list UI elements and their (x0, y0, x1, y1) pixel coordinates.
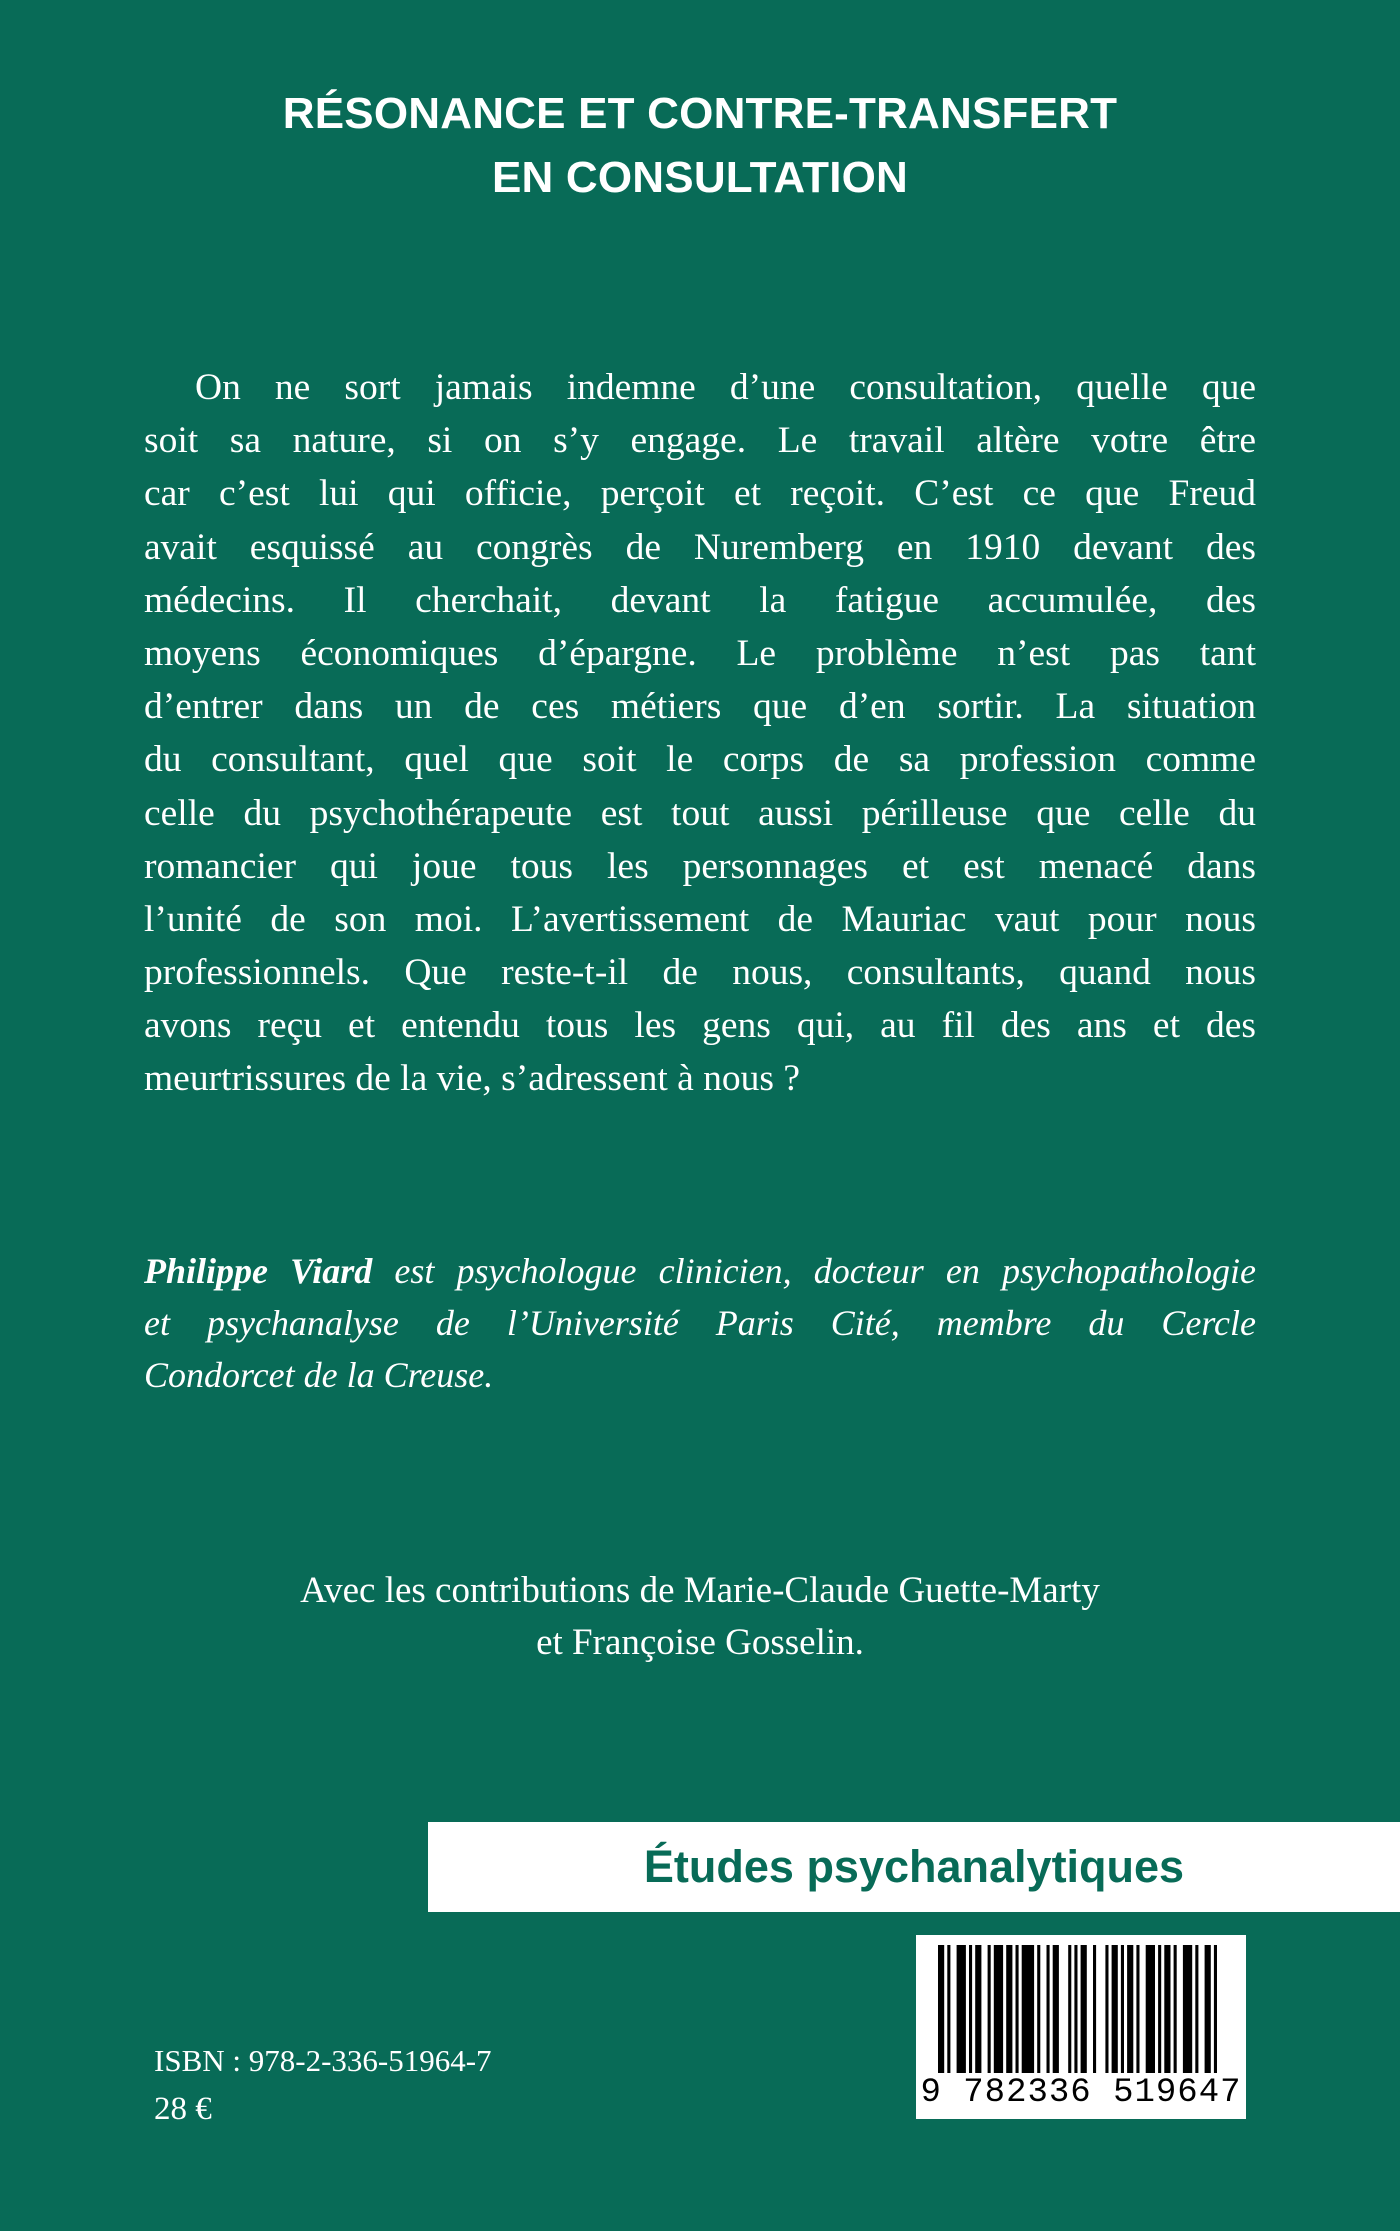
barcode-digits: 9 782336 519647 (920, 2074, 1242, 2112)
blurb-line: l’unité de son moi. L’avertissement de Mauriac vaut pour nous (144, 898, 1256, 940)
barcode-bar (1158, 1945, 1161, 2073)
barcode-bar (1195, 1945, 1198, 2073)
blurb-line: d’entrer dans un de ces métiers que d’en sortir. La situation (144, 686, 1256, 728)
barcode (916, 1935, 1246, 2119)
barcode-bar (988, 1945, 991, 2073)
barcode-bar (1183, 1945, 1192, 2073)
barcode-bar (1093, 1945, 1096, 2073)
barcode-bar (1006, 1945, 1012, 2073)
barcode-bar (1214, 1945, 1217, 2073)
blurb-line: du consultant, quel que soit le corps de sa profession comme (144, 739, 1256, 781)
blurb-line: On ne sort jamais indemne d’une consultation, quelle que (195, 367, 1256, 408)
barcode-bar (1112, 1945, 1118, 2073)
barcode-bar (1121, 1945, 1124, 2073)
blurb-line: avait esquissé au congrès de Nuremberg en 1910 devant des (144, 526, 1256, 568)
collection-label: Études psychanalytiques (643, 1841, 1185, 1892)
title-line-2: EN CONSULTATION (491, 153, 909, 202)
blurb-line: professionnels. Que reste-t-il de nous, consultants, quand nous (144, 952, 1256, 994)
collection-band (428, 1822, 1400, 1912)
blurb-line: meurtrissures de la vie, s’adressent à nous ? (144, 1058, 801, 1100)
barcode-bar (938, 1945, 944, 2073)
blurb-line: celle du psychothérapeute est tout aussi périlleuse que celle du (144, 792, 1256, 834)
author-bio (144, 1245, 1256, 1401)
barcode-bar (1174, 1945, 1177, 2073)
barcode-bar (947, 1945, 950, 2073)
barcode-bar (1068, 1945, 1071, 2073)
blurb-line: romancier qui joue tous les personnages et est menacé dans (144, 845, 1256, 887)
barcode-bar (1105, 1945, 1108, 2073)
barcode-bar (994, 1945, 1003, 2073)
bio-line-3: Condorcet de la Creuse. (144, 1355, 494, 1395)
barcode-bar (1074, 1945, 1077, 2073)
barcode-bar (975, 1945, 981, 2073)
bio-line-1 (144, 1245, 1256, 1297)
blurb-line: moyens économiques d’épargne. Le problème n’est pas tant (144, 632, 1256, 674)
contributions-line-2: et Françoise Gosselin. (536, 1622, 864, 1663)
blurb-line: médecins. Il cherchait, devant la fatigue accumulée, des (144, 579, 1256, 621)
barcode-bar (1205, 1945, 1211, 2073)
author-name: Philippe Viard (144, 1251, 373, 1291)
isbn: ISBN : 978-2-336-51964-7 (154, 2043, 492, 2078)
barcode-bar (1047, 1945, 1050, 2073)
barcode-bar (1136, 1945, 1139, 2073)
bio-line-2: et psychanalyse de l’Université Paris Cité, membre du Cercle (144, 1303, 1256, 1343)
barcode-bar (1164, 1945, 1170, 2073)
barcode-bar (969, 1945, 972, 2073)
bio-line-1-text: est psychologue clinicien, docteur en psychopathologie (372, 1251, 1256, 1291)
barcode-bar (1022, 1945, 1034, 2073)
barcode-bar (1081, 1945, 1087, 2073)
contributions (0, 1565, 1400, 1669)
blurb-line: car c’est lui qui officie, perçoit et reçoit. C’est ce que Freud (144, 473, 1256, 515)
price: 28 € (154, 2091, 212, 2127)
title-line-1: RÉSONANCE ET CONTRE-TRANSFERT (282, 89, 1118, 138)
barcode-bar (1127, 1945, 1133, 2073)
contributions-line-1: Avec les contributions de Marie-Claude Guette-Marty (300, 1570, 1100, 1611)
barcode-bar (957, 1945, 966, 2073)
barcode-bar (1037, 1945, 1040, 2073)
blurb-line: avons reçu et entendu tous les gens qui, au fil des ans et des (144, 1005, 1256, 1047)
barcode-bar (1053, 1945, 1059, 2073)
blurb-paragraph (144, 361, 1256, 1106)
barcode-bar (1146, 1945, 1155, 2073)
barcode-bar (1016, 1945, 1019, 2073)
book-title (0, 82, 1400, 210)
blurb-line: soit sa nature, si on s’y engage. Le travail altère votre être (144, 420, 1256, 462)
